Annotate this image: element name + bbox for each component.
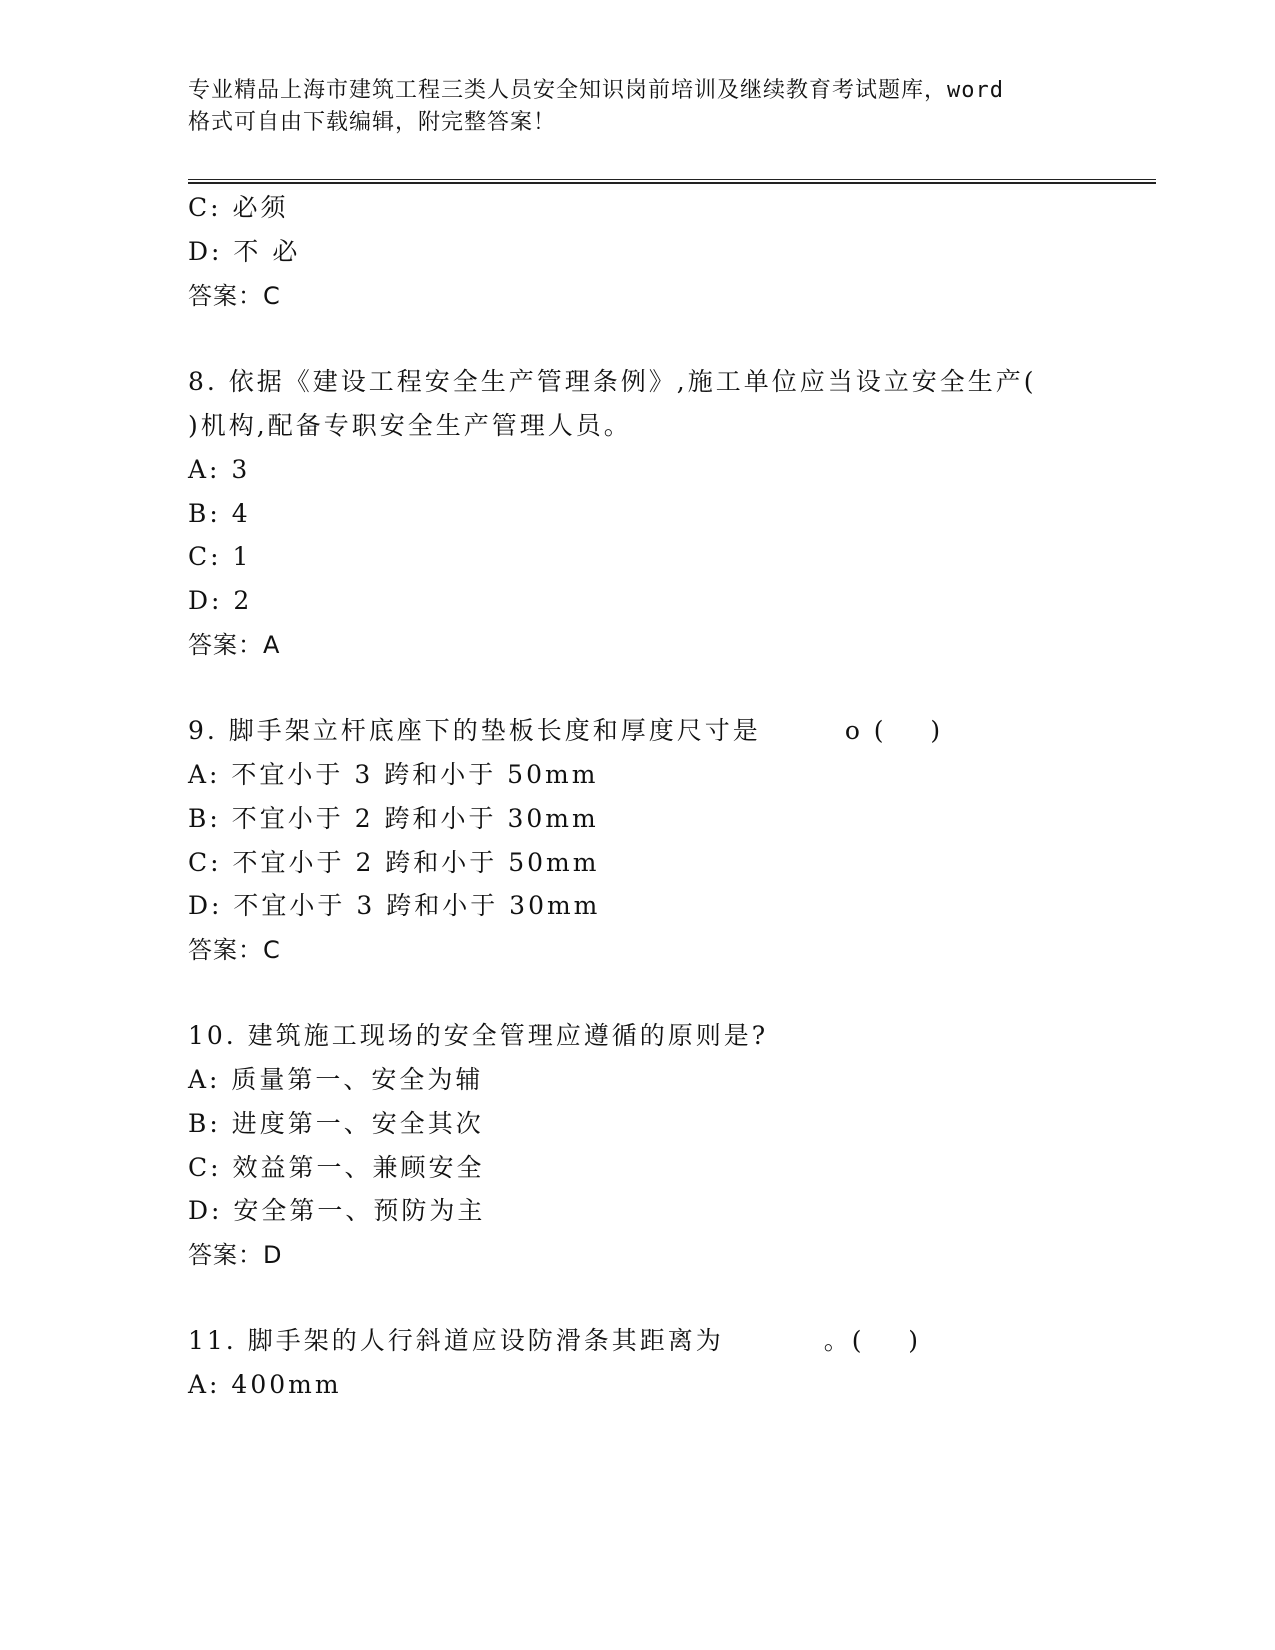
q8-option-b: B: 4 xyxy=(188,499,251,528)
q10-answer: 答案：D xyxy=(188,1241,283,1269)
q8-option-a: A: 3 xyxy=(188,455,251,484)
q8-option-c: C: 1 xyxy=(188,542,252,571)
q8-text-line-2: )机构,配备专职安全生产管理人员。 xyxy=(188,411,632,440)
q9-text-line xyxy=(188,715,943,747)
q9-option-a: A: 不宜小于 3 跨和小于 50mm xyxy=(188,760,599,789)
q10-option-b: B: 进度第一、安全其次 xyxy=(188,1109,484,1138)
q11-blank-parens: 。( ) xyxy=(823,1326,922,1355)
q9-option-c: C: 不宜小于 2 跨和小于 50mm xyxy=(188,848,600,877)
q10-option-a: A: 质量第一、安全为辅 xyxy=(188,1065,484,1094)
header-divider-thick xyxy=(188,182,1156,184)
q9-blank-parens: o ( ) xyxy=(844,716,944,745)
document-header xyxy=(188,75,1068,139)
prev-answer: 答案：C xyxy=(188,282,281,310)
prev-option-c: C: 必须 xyxy=(188,193,289,222)
q8-option-d: D: 2 xyxy=(188,586,253,615)
q9-answer: 答案：C xyxy=(188,936,281,964)
q11-option-a: A: 400mm xyxy=(188,1370,342,1399)
q8-text-line-1: 8. 依据《建设工程安全生产管理条例》,施工单位应当设立安全生产( xyxy=(188,367,1037,396)
q11-text: 11. 脚手架的人行斜道应设防滑条其距离为 xyxy=(188,1326,724,1355)
header-line-2: 格式可自由下载编辑，附完整答案！ xyxy=(188,110,557,135)
q9-option-d: D: 不宜小于 3 跨和小于 30mm xyxy=(188,891,601,920)
q11-text-line xyxy=(188,1325,921,1357)
q9-text: 9. 脚手架立杆底座下的垫板长度和厚度尺寸是 xyxy=(188,716,761,745)
header-divider-thin xyxy=(188,179,1156,180)
header-line-1: 专业精品上海市建筑工程三类人员安全知识岗前培训及继续教育考试题库，word xyxy=(188,78,1004,103)
q10-text: 10. 建筑施工现场的安全管理应遵循的原则是? xyxy=(188,1021,769,1050)
prev-option-d: D: 不 必 xyxy=(188,237,301,266)
q8-answer: 答案：A xyxy=(188,631,281,659)
q9-option-b: B: 不宜小于 2 跨和小于 30mm xyxy=(188,804,599,833)
q10-option-c: C: 效益第一、兼顾安全 xyxy=(188,1153,485,1182)
q10-option-d: D: 安全第一、预防为主 xyxy=(188,1196,486,1225)
